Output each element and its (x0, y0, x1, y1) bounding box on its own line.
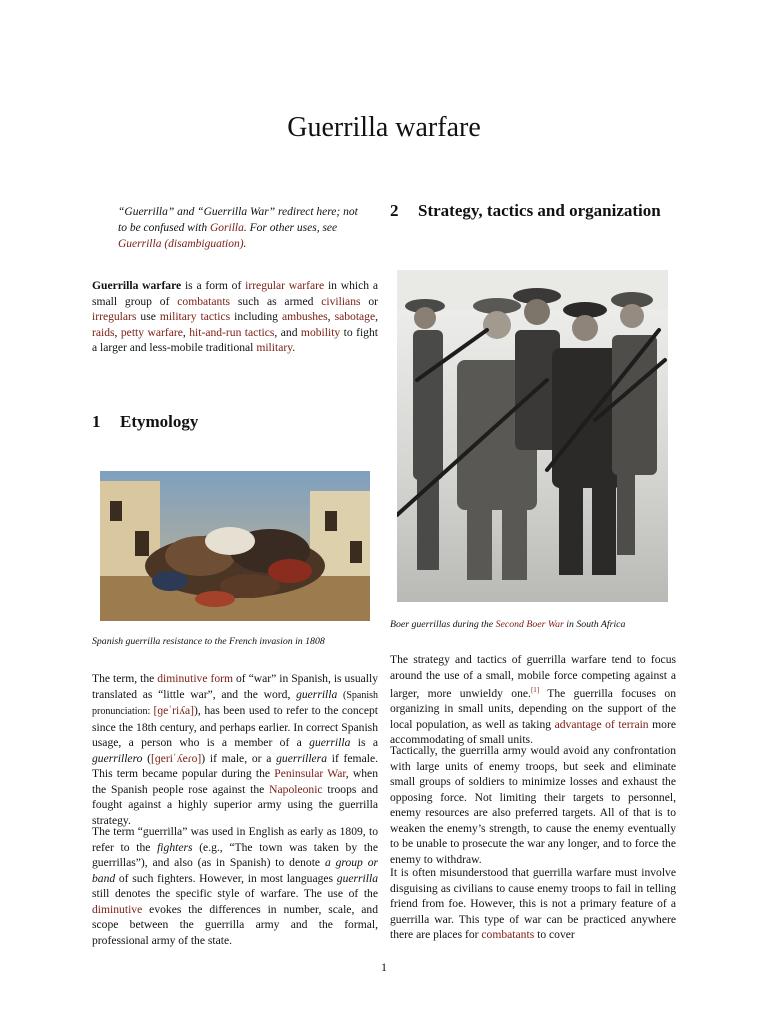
link-raids[interactable]: raids (92, 325, 115, 339)
link-napoleonic[interactable]: Napoleonic (269, 782, 323, 796)
page-title: Guerrilla warfare (287, 112, 481, 143)
strategy-paragraph-2: Tactically, the guerrilla army would avoid any confrontation with large units of enemy troops, but seek and eliminate small groups of soldiers to minimize losses and exhaust the opposing force. Not limiting their targets to personnel, enemy resources are also preferred targets. All of that is to weaken the enemy’s strength, to cause the enemy eventually to be unable to prosecute the war any longer, and to force the enemy to withdraw. (390, 744, 676, 866)
link-combatants[interactable]: combatants (177, 294, 231, 308)
link-petty-warfare[interactable]: petty warfare (120, 325, 183, 339)
link-advantage-of-terrain[interactable]: advantage of terrain (554, 717, 649, 731)
strategy-paragraph-3: It is often misunderstood that guerrilla warfare must involve disguising as civilians to cause enemy troops to fail in telling friend from foe. However, this is not a primary feature of a guerrilla war. This type of war can be practiced anywhere there are places for combatants to cover (390, 866, 676, 941)
figure2-caption: Boer guerrillas during the Second Boer War in South Africa (390, 619, 626, 630)
gorilla-link[interactable]: Gorilla (210, 222, 244, 234)
link-irregulars[interactable]: irregulars (92, 310, 137, 323)
link-military[interactable]: military (256, 341, 293, 354)
strategy-paragraph-1: The strategy and tactics of guerrilla warfare tend to focus around the use of a small, mobile force competing against a larger, more unwieldy one.[1] The guerrilla focuses on organizing in small units, depending on the support of the local population, as well as taking advantage of terrain more accommodating of small units. (390, 653, 677, 747)
intro-paragraph: Guerrilla warfare is a form of irregular warfare in which a small group of combatants such as armed civilians or irregulars use military tactics including ambushes, sabotage, raids, petty warfare, hit-and-run tactics, and mobility to fight a larger and less-mobile traditional military. (92, 279, 379, 354)
boer-guerrillas-photo (397, 270, 668, 602)
section-heading-etymology: 1 Etymology (92, 412, 199, 431)
link-hit-and-run[interactable]: hit-and-run tactics (189, 325, 275, 339)
link-second-boer-war[interactable]: Second Boer War (495, 619, 564, 630)
link-peninsular-war[interactable]: Peninsular War (274, 767, 346, 780)
link-military-tactics[interactable]: military tactics (159, 310, 231, 323)
link-ambushes[interactable]: ambushes (281, 310, 328, 323)
link-combatants-2[interactable]: combatants (481, 928, 535, 941)
link-mobility[interactable]: mobility (300, 325, 341, 339)
page-number: 1 (381, 960, 387, 974)
hatnote: “Guerrilla” and “Guerrilla War” redirect here; not to be confused with Gorilla. For other uses, see Guerrilla (disambiguation). (118, 206, 358, 250)
link-diminutive-form[interactable]: diminutive form (157, 672, 233, 685)
disambiguation-link[interactable]: Guerrilla (disambiguation) (118, 238, 244, 250)
reference-1[interactable]: [1] (530, 686, 540, 694)
figure1-caption: Spanish guerrilla resistance to the French invasion in 1808 (92, 636, 325, 647)
link-pronunciation-guerrillero[interactable]: [ɡeriˈʎeɾo] (151, 751, 202, 765)
section-heading-strategy: 2 Strategy, tactics and organization (390, 201, 661, 220)
link-diminutive[interactable]: diminutive (92, 902, 143, 916)
spanish-guerrilla-painting (100, 471, 370, 621)
link-irregular-warfare[interactable]: irregular warfare (245, 279, 325, 292)
etymology-paragraph-1: The term, the diminutive form of “war” in Spanish, is usually translated as “little war”, and the word, guerrilla (Spanish pronunciation: [ɡeˈriʎa]), has been used to refer to the concept since the 18th century, and perhaps earlier. In correct Spanish usage, a person who is a member of a guerrilla is a guerrillero ([ɡeriˈʎeɾo]) if male, or a guerrillera if female. This term became popular during the Peninsular War, when the Spanish people rose against the Napoleonic troops and fought against a highly superior army using the guerrilla strategy. (92, 672, 379, 827)
etymology-paragraph-2: The term “guerrilla” was used in English as early as 1809, to refer to the fighters (e.g., “The town was taken by the guerrillas”), and also (as in Spanish) to denote a group or band of such fighters. However, in most languages guerrilla still denotes the specific style of warfare. The use of the diminutive evokes the differences in number, scale, and scope between the guerrilla army and the formal, professional army of the state. (92, 825, 379, 947)
link-sabotage[interactable]: sabotage (334, 310, 376, 323)
link-civilians[interactable]: civilians (321, 294, 361, 308)
link-pronunciation-guerrilla[interactable]: [ɡeˈriʎa] (153, 704, 195, 717)
